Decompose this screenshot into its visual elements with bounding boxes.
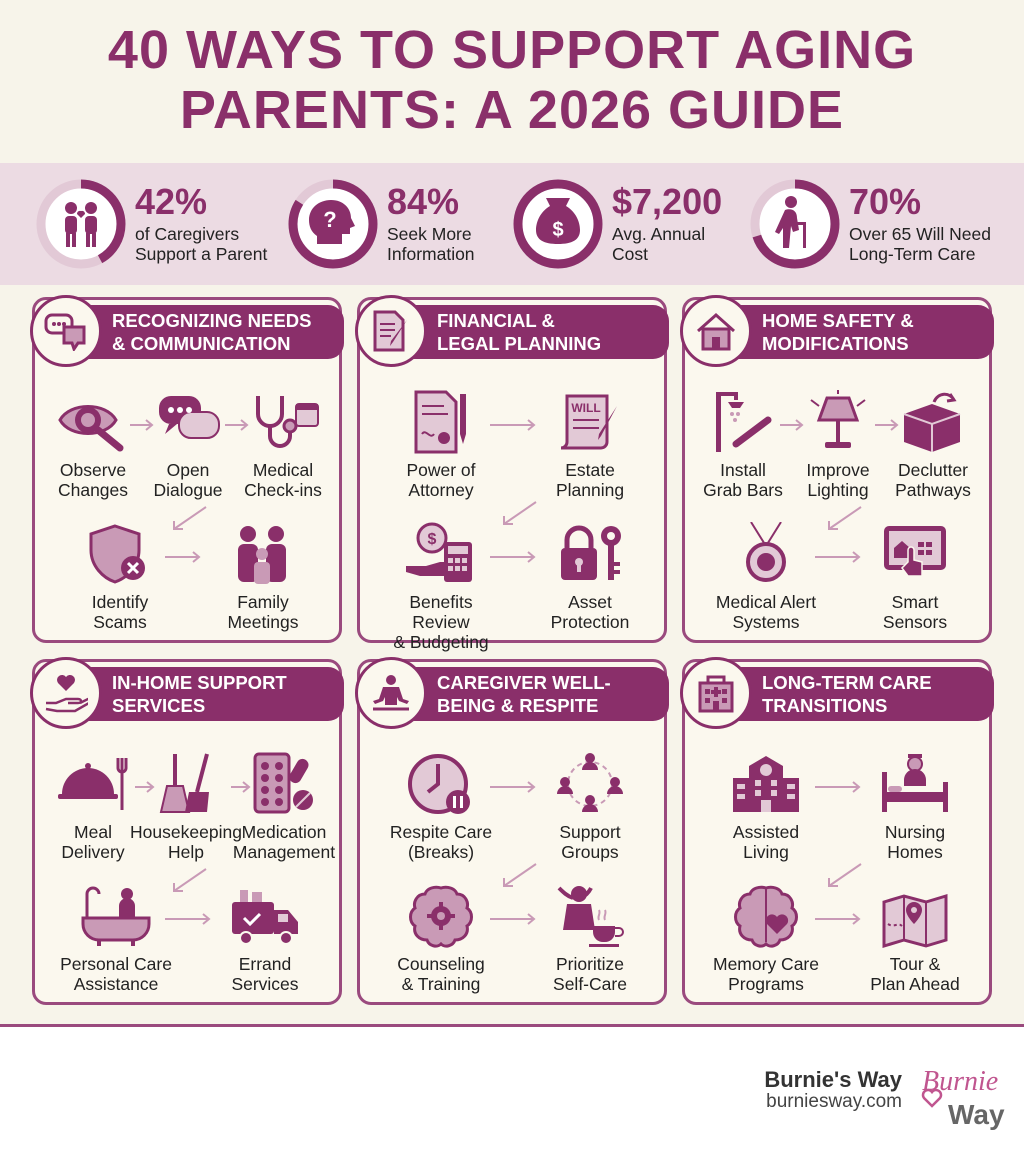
item-label-2: Services — [231, 974, 299, 994]
building-icon — [729, 752, 803, 816]
item-label-2: Help — [168, 842, 204, 862]
stats-band — [0, 163, 1024, 285]
item-memory-care — [706, 884, 826, 994]
nurse-bed-icon — [878, 752, 952, 816]
will-scroll-icon — [553, 390, 627, 454]
item-counseling-training — [381, 884, 501, 994]
svg-text:Burnie: Burnie — [922, 1066, 999, 1097]
broom-icon — [149, 752, 223, 816]
calculator-hand-icon — [404, 522, 478, 586]
item-label-2: & Budgeting — [393, 632, 489, 652]
title-line: 40 WAYS TO SUPPORT AGING PARENTS: A 2026 GUIDE — [107, 20, 917, 140]
item-asset-protection — [530, 522, 650, 632]
item-label-2: Grab Bars — [703, 480, 783, 500]
brand-url[interactable]: burniesway.com — [766, 1091, 902, 1112]
eye-magnifier-icon — [56, 390, 130, 454]
stat-label-line1: of Caregivers — [135, 224, 240, 244]
section-title-line2: MODIFICATIONS — [762, 333, 909, 354]
item-family-meetings — [203, 522, 323, 632]
item-label-1: Memory Care — [713, 954, 819, 974]
section-header — [680, 295, 1000, 365]
stat-label-line2: Information — [387, 244, 475, 264]
item-power-of-attorney — [381, 390, 501, 500]
section-in-home-support — [32, 659, 342, 1005]
delivery-truck-icon — [228, 884, 302, 948]
item-label-1: Counseling — [397, 954, 485, 974]
svg-text:$: $ — [427, 531, 437, 548]
heart-hand-icon — [30, 657, 102, 729]
item-identify-scams — [60, 522, 180, 632]
svg-text:Way: Way — [948, 1099, 1005, 1130]
brand-logo — [920, 1062, 1020, 1132]
item-label-2: Attorney — [408, 480, 474, 500]
section-title-line2: & COMMUNICATION — [112, 333, 291, 354]
item-label-1: Housekeeping — [130, 822, 242, 842]
section-header — [355, 657, 675, 727]
meditation-icon — [355, 657, 427, 729]
stat-value: 84% — [387, 181, 460, 222]
item-label-1: Medical — [252, 460, 314, 480]
section-title-line2: BEING & RESPITE — [437, 695, 599, 716]
item-label-1: Smart — [891, 592, 939, 612]
alert-pendant-icon — [729, 522, 803, 586]
item-respite-care — [381, 752, 501, 862]
stat-label-line2: Long-Term Care — [849, 244, 976, 264]
item-smart-sensors — [855, 522, 975, 632]
stat-caregivers — [35, 178, 267, 270]
stat-information — [287, 178, 475, 270]
relax-coffee-icon — [553, 884, 627, 948]
item-label-1: Prioritize — [555, 954, 625, 974]
section-caregiver-wellbeing — [357, 659, 667, 1005]
arrow-right-icon — [165, 550, 205, 568]
item-label-2: Pathways — [895, 480, 971, 500]
item-label-2: (Breaks) — [407, 842, 475, 862]
stethoscope-icon — [246, 390, 320, 454]
item-label-2: Plan Ahead — [870, 974, 960, 994]
section-title-line1: RECOGNIZING NEEDS — [112, 310, 312, 331]
brain-heart-icon — [729, 884, 803, 948]
item-label-2: Dialogue — [153, 480, 223, 500]
box-icon — [896, 390, 970, 454]
ring-gauge-2 — [512, 178, 604, 270]
item-label-1: Personal Care — [60, 954, 172, 974]
item-label-1: Tour & — [889, 954, 941, 974]
bathtub-icon — [79, 884, 153, 948]
stat-value: $7,200 — [612, 181, 723, 222]
item-label-1: Nursing — [884, 822, 946, 842]
ring-gauge-1 — [287, 178, 379, 270]
item-medical-check-ins — [223, 390, 343, 500]
section-financial — [357, 297, 667, 652]
shield-x-icon — [83, 522, 157, 586]
section-title-line2: SERVICES — [112, 695, 206, 716]
signed-document-icon — [404, 390, 478, 454]
item-medical-alert — [706, 522, 826, 632]
section-title-line1: HOME SAFETY & — [762, 310, 914, 331]
section-header — [355, 295, 675, 365]
item-label-2: Changes — [57, 480, 129, 500]
stat-value: 42% — [135, 181, 208, 222]
brain-gear-icon — [404, 884, 478, 948]
ring-gauge-3 — [749, 178, 841, 270]
family-group-icon — [226, 522, 300, 586]
section-communication — [32, 297, 342, 643]
item-label-1: Family — [237, 592, 289, 612]
item-support-groups — [530, 752, 650, 862]
section-header — [680, 657, 1000, 727]
cloche-icon — [56, 752, 130, 816]
ring-gauge-0 — [35, 178, 127, 270]
map-pin-icon — [878, 884, 952, 948]
item-label-1: Errand — [238, 954, 292, 974]
item-label-1: Open — [166, 460, 210, 480]
item-estate-planning — [530, 390, 650, 500]
clock-pause-icon — [404, 752, 478, 816]
item-label-2: Sensors — [882, 612, 948, 632]
item-label-2: Living — [743, 842, 789, 862]
item-label-2: Meetings — [227, 612, 299, 632]
item-label-2: Groups — [561, 842, 619, 862]
item-label-1: Estate — [565, 460, 615, 480]
item-label-1: Respite Care — [389, 822, 493, 842]
item-label-1: Install — [720, 460, 766, 480]
svg-text:?: ? — [323, 207, 337, 232]
stat-label-line2: Cost — [612, 244, 648, 264]
stat-long-term-care — [749, 178, 991, 270]
item-label-1: Improve — [806, 460, 870, 480]
item-assisted-living — [706, 752, 826, 862]
item-label-1: Power of — [406, 460, 476, 480]
item-label-2: Scams — [93, 612, 147, 632]
item-label-2: Check-ins — [244, 480, 322, 500]
arrow-down-left-icon — [170, 867, 210, 898]
svg-text:WILL: WILL — [571, 401, 601, 415]
item-label-2: Assistance — [73, 974, 159, 994]
item-label-1: Identify — [91, 592, 149, 612]
stat-label-line1: Seek More — [387, 224, 472, 244]
group-circle-icon — [553, 752, 627, 816]
item-tour-plan-ahead — [855, 884, 975, 994]
item-label-2: Delivery — [61, 842, 125, 862]
section-title-line2: LEGAL PLANNING — [437, 333, 602, 354]
stat-cost — [512, 178, 722, 270]
section-title-line1: LONG-TERM CARE — [762, 672, 932, 693]
item-label-2: Self-Care — [553, 974, 627, 994]
section-title-line1: IN-HOME SUPPORT — [112, 672, 287, 693]
item-errand-services — [205, 884, 325, 994]
section-title-line2: TRANSITIONS — [762, 695, 888, 716]
section-header — [30, 295, 350, 365]
section-home-safety — [682, 297, 992, 643]
item-label-2: & Training — [401, 974, 481, 994]
item-label-1: Declutter — [897, 460, 969, 480]
brand-name: Burnie's Way — [764, 1067, 902, 1092]
svg-text:$: $ — [552, 219, 564, 241]
item-label-1: Meal — [74, 822, 112, 842]
stat-value: 70% — [849, 181, 922, 222]
page-title — [0, 20, 1024, 140]
item-nursing-homes — [855, 752, 975, 862]
stat-label-line2: Support a Parent — [135, 244, 268, 264]
item-label-1: Assisted — [732, 822, 800, 842]
shower-grab-bar-icon — [706, 390, 780, 454]
speech-bubbles-icon — [30, 295, 102, 367]
item-label-1: Medical Alert — [715, 592, 817, 612]
item-benefits-review — [381, 522, 501, 652]
item-label-1: Observe — [59, 460, 127, 480]
section-long-term-care — [682, 659, 992, 1005]
house-icon — [680, 295, 752, 367]
item-label-2: Management — [232, 842, 336, 862]
item-label-2: Systems — [732, 612, 800, 632]
hospital-icon — [680, 657, 752, 729]
item-prioritize-self-care — [530, 884, 650, 994]
smart-tablet-icon — [878, 522, 952, 586]
pills-icon — [247, 752, 321, 816]
document-pen-icon — [355, 295, 427, 367]
lamp-icon — [801, 390, 875, 454]
footer — [0, 1027, 1024, 1154]
section-header — [30, 657, 350, 727]
item-label-1: Benefits Review — [409, 592, 473, 632]
stat-label-line1: Avg. Annual — [612, 224, 706, 244]
item-label-1: Support — [559, 822, 621, 842]
section-title-line1: FINANCIAL & — [437, 310, 555, 331]
item-declutter-pathways — [873, 390, 993, 500]
stat-label-line1: Over 65 Will Need — [849, 224, 991, 244]
padlock-key-icon — [553, 522, 627, 586]
item-label-2: Planning — [555, 480, 625, 500]
item-label-2: Programs — [728, 974, 804, 994]
item-label-2: Lighting — [807, 480, 869, 500]
item-label-1: Asset — [568, 592, 612, 612]
chat-bubbles-icon — [151, 390, 225, 454]
item-label-1: Medication — [241, 822, 327, 842]
item-label-2: Homes — [887, 842, 943, 862]
item-medication-management — [224, 752, 344, 862]
section-title-line1: CAREGIVER WELL- — [437, 672, 611, 693]
item-label-2: Protection — [550, 612, 630, 632]
item-personal-care — [56, 884, 176, 994]
